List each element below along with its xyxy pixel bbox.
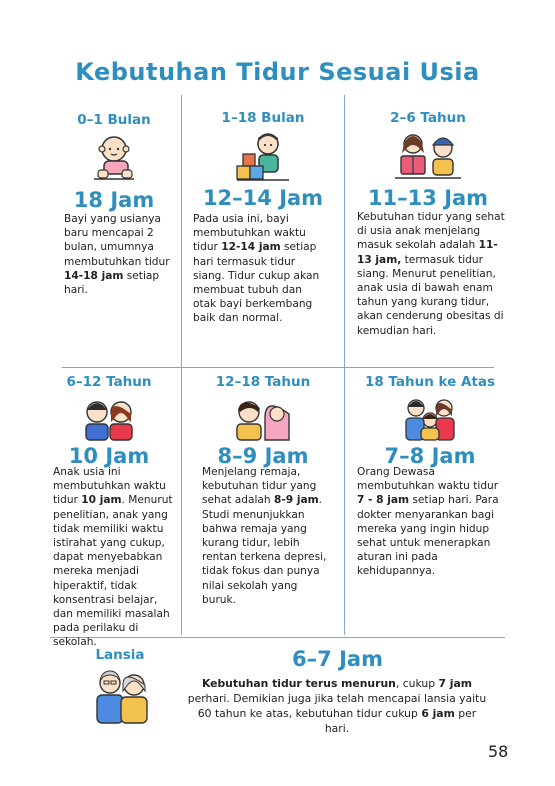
age-label: 18 Tahun ke Atas — [364, 374, 496, 390]
emphasis-text: 10 jam — [81, 494, 122, 507]
teenagers-icon — [229, 396, 297, 442]
body-text: Bayi yang usianya baru mencapai 2 bulan, umumnya membutuhkan tidur — [64, 213, 170, 268]
emphasis-text: 11-13 jam, — [357, 239, 498, 266]
sleep-hours: 11–13 Jam — [367, 186, 489, 210]
cell-1-18-bulan — [186, 108, 340, 212]
body-text: Kebutuhan tidur yang sehat di usia anak menjelang masuk sekolah adalah — [357, 211, 505, 252]
body-text: per hari. — [324, 707, 477, 735]
emphasis-text: 8-9 jam — [274, 494, 319, 507]
body-text: Anak usia ini membutuhkan waktu tidur — [53, 466, 166, 507]
page-number: 58 — [488, 742, 509, 761]
description-12-18-tahun — [202, 465, 332, 607]
page-title: Kebutuhan Tidur Sesuai Usia — [75, 58, 480, 86]
sleep-hours: 10 Jam — [68, 444, 150, 468]
body-text: setiap hari. — [64, 269, 160, 297]
body-text: Menjelang remaja, kebutuhan tidur yang sehat adalah — [202, 466, 317, 507]
cell-18-tahun-ke-atas — [350, 372, 510, 470]
body-text: Orang Dewasa membutuhkan waktu tidur — [357, 466, 499, 493]
cell-2-6-tahun — [348, 108, 508, 212]
sleep-hours-lansia: 6–7 Jam — [292, 647, 383, 671]
adults-group-icon — [400, 396, 460, 442]
age-label-lansia: Lansia — [95, 647, 145, 663]
description-0-1-bulan — [64, 212, 176, 297]
cell-12-18-tahun — [186, 372, 340, 470]
grid-divider-vertical-right — [344, 95, 345, 635]
body-text: termasuk tidur siang. Menurut penelitian, anak usia di bawah enam tahun yang kurang tidur, akan cenderung obesitas di kemudian hari. — [357, 253, 504, 337]
sleep-hours: 8–9 Jam — [217, 444, 309, 468]
age-label: 6–12 Tahun — [66, 374, 152, 390]
grid-divider-horizontal-middle — [62, 367, 494, 368]
school-kids-icon — [79, 396, 139, 442]
age-label: 0–1 Bulan — [77, 112, 151, 128]
body-text: perhari. Demikian juga jika telah mencapai lansia yaitu 60 tahun ke atas, kebutuhan tidur cukup — [187, 692, 487, 720]
sleep-hours: 7–8 Jam — [384, 444, 476, 468]
description-lansia — [186, 676, 488, 736]
description-6-12-tahun — [53, 465, 179, 650]
age-label: 12–18 Tahun — [215, 374, 311, 390]
body-text: setiap hari termasuk tidur siang. Tidur cukup akan membuat tubuh dan otak bayi berkembang baik dan normal. — [193, 241, 320, 325]
body-text: . Studi menunjukkan bahwa remaja yang kurang tidur, lebih rentan terkena depresi, tidak fokus dan punya nilai sekolah yang buruk. — [202, 494, 327, 606]
body-text: , cukup — [395, 677, 439, 690]
grid-divider-vertical-left — [181, 95, 182, 635]
cell-0-1-bulan — [50, 110, 178, 214]
emphasis-text: 6 jam — [421, 707, 455, 720]
description-18-tahun-ke-atas — [357, 465, 505, 579]
emphasis-text: 7 - 8 jam — [357, 494, 410, 507]
age-label: 2–6 Tahun — [390, 110, 466, 126]
emphasis-text: 12-14 jam — [221, 241, 281, 254]
baby-icon — [88, 132, 140, 184]
emphasis-text: 14-18 jam — [64, 269, 124, 282]
sleep-hours: 18 Jam — [73, 188, 155, 212]
elderly-couple-icon — [90, 667, 154, 725]
sleep-hours: 12–14 Jam — [202, 186, 324, 210]
emphasis-text: 7 jam — [438, 677, 473, 690]
toddler-blocks-icon — [235, 130, 291, 184]
age-label: 1–18 Bulan — [221, 110, 305, 126]
description-2-6-tahun — [357, 210, 507, 338]
children-reading-icon — [393, 130, 463, 182]
body-text: setiap hari. Para dokter menyarankan bagi mereka yang ingin hidup sehat untuk menerapkan aturan ini pada kehidupannya. — [357, 494, 499, 578]
cell-6-12-tahun — [40, 372, 178, 470]
emphasis-text: Kebutuhan tidur terus menurun — [201, 677, 396, 690]
body-text: . Menurut penelitian, anak yang tidak memiliki waktu istirahat yang cukup, dapat menyebabkan mereka menjadi hiperaktif, tidak konsentrasi belajar, dan memiliki masalah pada perilaku di sekolah. — [53, 494, 173, 649]
body-text: Pada usia ini, bayi membutuhkan waktu tidur — [193, 213, 306, 254]
description-1-18-bulan — [193, 212, 323, 326]
